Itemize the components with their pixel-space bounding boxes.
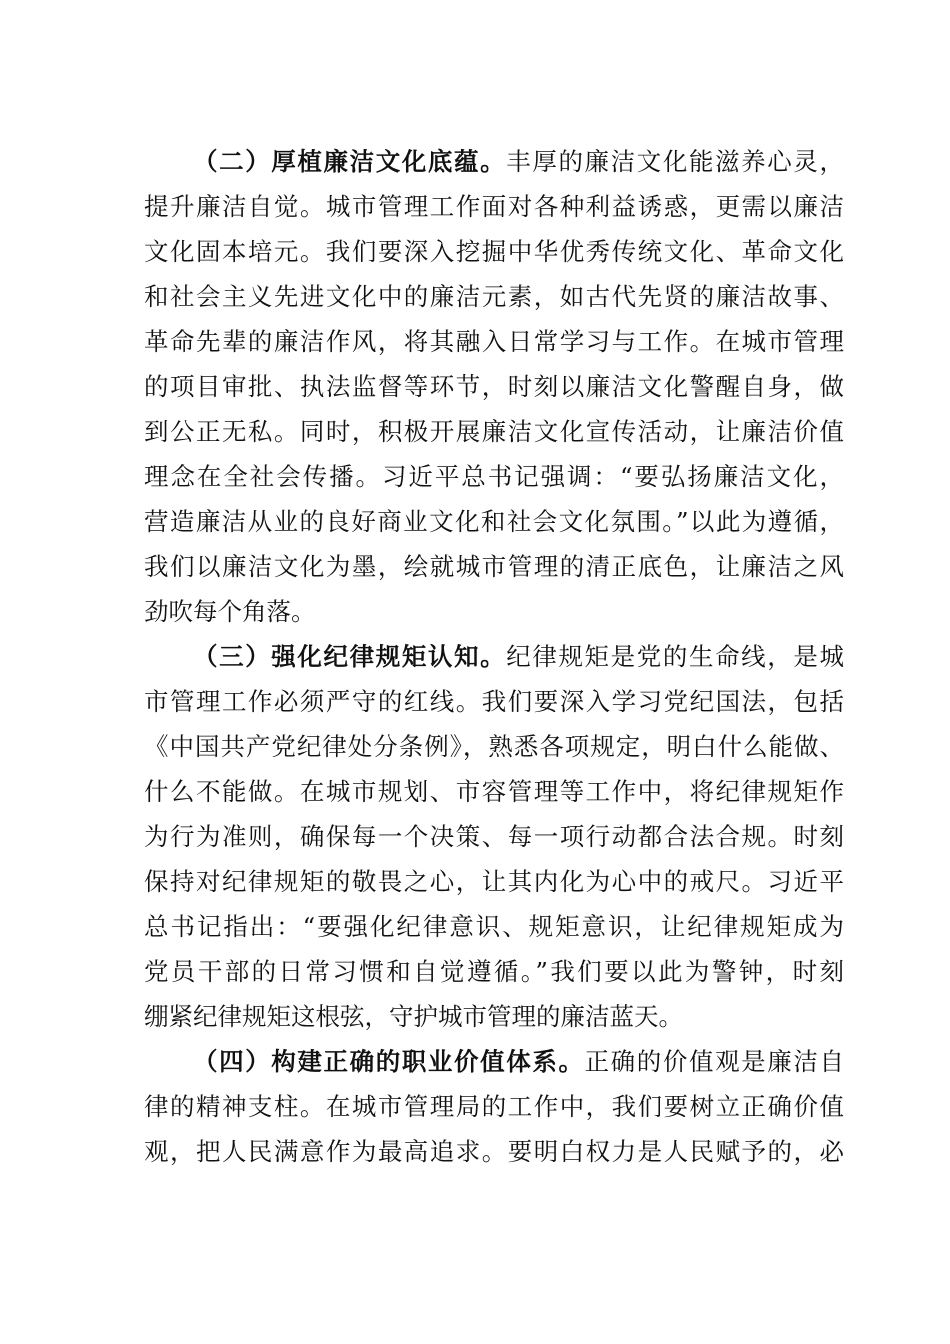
paragraph-line: 劲吹每个角落。 [144, 597, 316, 626]
document-body [144, 139, 844, 1174]
paragraph-line: 《中国共产党纪律处分条例》，熟悉各项规定，明白什么能做、 [144, 732, 844, 761]
paragraph-line: 什么不能做。在城市规划、市容管理等工作中，将纪律规矩作 [144, 777, 844, 806]
paragraph-line: 党员干部的日常习惯和自觉遵循。”我们要以此为警钟，时刻 [144, 957, 844, 986]
paragraph-line [144, 1039, 844, 1084]
paragraph-3 [144, 634, 844, 1039]
paragraph-line: 和社会主义先进文化中的廉洁元素，如古代先贤的廉洁故事、 [144, 282, 844, 311]
paragraph-heading: （四）构建正确的职业价值体系。 [193, 1047, 585, 1076]
paragraph-line: 到公正无私。同时，积极开展廉洁文化宣传活动，让廉洁价值 [144, 417, 844, 446]
paragraph-heading: （三）强化纪律规矩认知。 [193, 642, 507, 671]
paragraph-heading: （二）厚植廉洁文化底蕴。 [193, 147, 507, 176]
paragraph-line: 革命先辈的廉洁作风，将其融入日常学习与工作。在城市管理 [144, 327, 844, 356]
paragraph-line: 保持对纪律规矩的敬畏之心，让其内化为心中的戒尺。习近平 [144, 867, 844, 896]
paragraph-text: 正确的价值观是廉洁自 [584, 1047, 844, 1076]
paragraph-text: 丰厚的廉洁文化能滋养心灵， [506, 147, 844, 176]
paragraph-line: 营造廉洁从业的良好商业文化和社会文化氛围。”以此为遵循， [144, 507, 844, 536]
paragraph-line [144, 139, 844, 184]
paragraph-line: 律的精神支柱。在城市管理局的工作中，我们要树立正确价值 [144, 1092, 844, 1121]
paragraph-line: 总书记指出：“要强化纪律意识、规矩意识，让纪律规矩成为 [144, 912, 844, 941]
paragraph-line: 绷紧纪律规矩这根弦，守护城市管理的廉洁蓝天。 [144, 1002, 683, 1031]
paragraph-2 [144, 139, 844, 634]
paragraph-line: 我们以廉洁文化为墨，绘就城市管理的清正底色，让廉洁之风 [144, 552, 844, 581]
paragraph-line: 为行为准则，确保每一个决策、每一项行动都合法合规。时刻 [144, 822, 844, 851]
paragraph-line: 提升廉洁自觉。城市管理工作面对各种利益诱惑，更需以廉洁 [144, 192, 844, 221]
paragraph-line: 文化固本培元。我们要深入挖掘中华优秀传统文化、革命文化 [144, 237, 844, 266]
paragraph-line: 观，把人民满意作为最高追求。要明白权力是人民赋予的，必 [144, 1137, 844, 1166]
paragraph-text: 纪律规矩是党的生命线，是城 [506, 642, 844, 671]
paragraph-line [144, 634, 844, 679]
paragraph-line: 市管理工作必须严守的红线。我们要深入学习党纪国法，包括 [144, 687, 844, 716]
paragraph-line: 理念在全社会传播。习近平总书记强调：“要弘扬廉洁文化， [144, 462, 844, 491]
paragraph-line: 的项目审批、执法监督等环节，时刻以廉洁文化警醒自身，做 [144, 372, 844, 401]
paragraph-4 [144, 1039, 844, 1174]
